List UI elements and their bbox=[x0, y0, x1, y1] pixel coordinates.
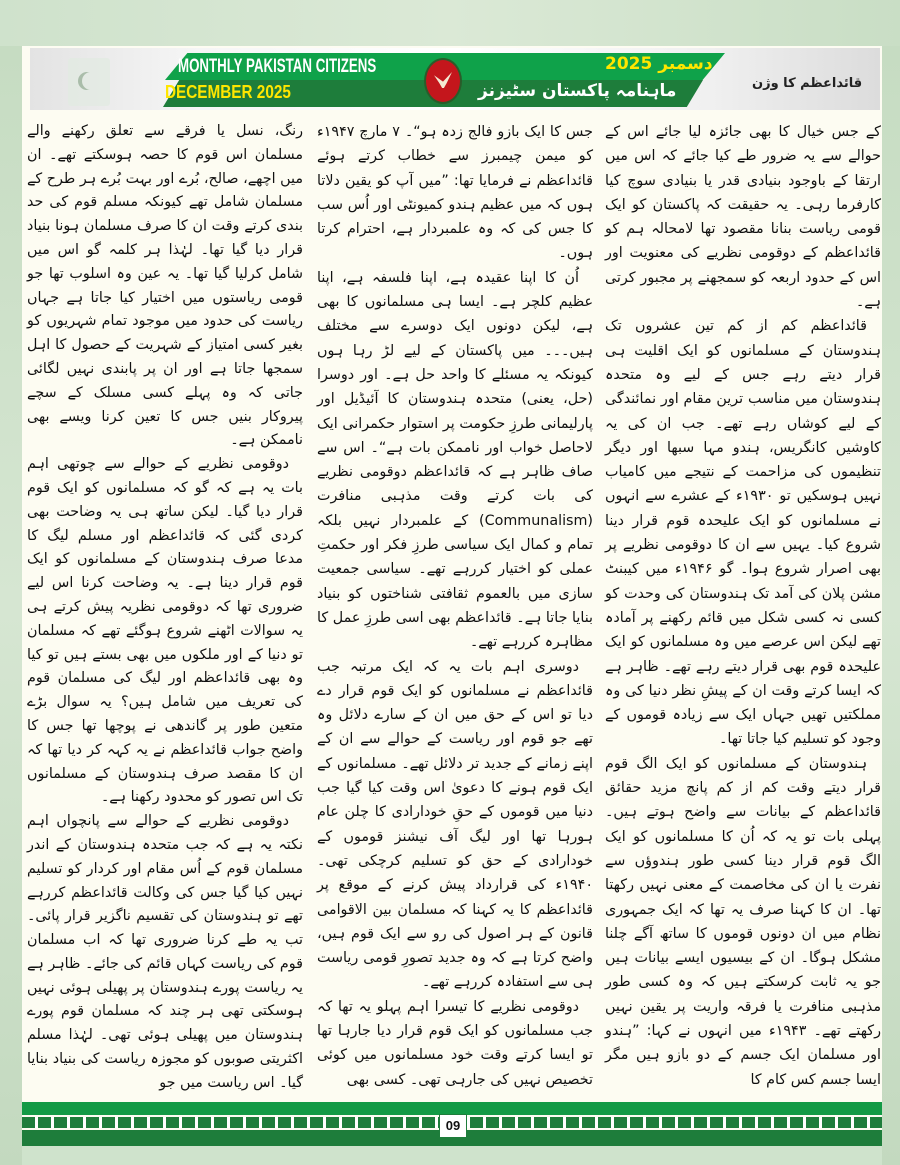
paragraph: کے جس خیال کا بھی جائزہ لیا جائے اس کے حوالے سے یہ ضرور طے کیا جائے کہ اس میں ارتقا کے باوجود بنیادی قدر یا بنیادی سوچ کیا کارفرما رہی۔ یہ حقیقت کہ پاکستان کو ایک قومی ریاست بنانا مقصود تھا لامحالہ ہم کو قائداعظم کے دوقومی نظریے کی معنویت اور اس کے حدود اربعہ کو سمجھنے پر مجبور کرتی ہے۔ bbox=[605, 124, 881, 311]
paragraph: دوقومی نظریے کا تیسرا اہم پہلو یہ تھا کہ جب مسلمانوں کو ایک قوم قرار دیا جارہا تھا تو ایسا کرتے وقت خود مسلمانوں میں کوئی تخصیص نہیں کی جارہی تھی۔ کسی بھی bbox=[317, 998, 593, 1088]
paragraph: ہندوستان کے مسلمانوں کو ایک الگ قوم قرار دیتے وقت کم از کم پانچ مزید حقائق قائداعظم کے بیانات سے واضح ہوتے ہیں۔ پہلی بات تو یہ کہ اُن کا مسلمانوں کو ایک الگ قوم قرار دینا کسی طور ہندوؤں سے نفرت یا ان کی مخاصمت کے معنی نہیں رکھتا تھا۔ ان کا کہنا صرف یہ تھا کہ ایک جمہوری نظام میں ان دونوں قوموں کا ساتھ آگے چلنا مشکل ہوگا۔ ان کے بیسیوں ایسے بیانات ہیں جو یہ ثابت کرسکتے ہیں کہ وہ کسی طور مذہبی منافرت یا فرقہ واریت پر یقین نہیں رکھتے تھے۔ ۱۹۴۳ء میں انہوں نے کہا: ”ہندو اور مسلمان ایک جسم کے دو بازو ہیں مگر ایسا جسم کس کام کا bbox=[605, 755, 882, 1088]
paragraph: دوسری اہم بات یہ کہ ایک مرتبہ جب قائداعظم نے مسلمانوں کو ایک قوم قرار دے دیا تو اس کے حق میں ان کے سارے دلائل وہ تھے جو قوم اور ریاست کے حوالے سے ان کے اپنے زمانے کے جدید تر دلائل تھے۔ مسلمانوں کے ایک قوم ہونے کا دعویٰ اس وقت کیا گیا جب دنیا میں قوموں کے حقِ خودارادی کا چلن عام ہورہا تھا اور لیگ آف نیشنز قوموں کے خودارادی کے حق کو تسلیم کرچکی تھی۔ ۱۹۴۰ء کی قرارداد پیش کرنے کے موقع پر قائداعظم کا یہ کہنا کہ مسلمان بین الاقوامی قانون کے ہر اصول کی رو سے ایک قوم ہیں، واضح کرتا ہے کہ وہ جدید تصورِ قومی ریاست ہی سے استفادہ کررہے تھے۔ bbox=[317, 658, 593, 991]
paragraph: قائداعظم کم از کم تین عشروں تک ہندوستان کے مسلمانوں کو ایک اقلیت ہی قرار دیتے رہے جس کے لیے وہ متحدہ ہندوستان میں مناسب ترین مقام اور نمائندگی کے لیے کوشاں رہے تھے۔ جب ان کی یہ کاوشیں کانگریس، ہندو مہا سبھا اور دیگر تنظیموں کی مزاحمت کے نتیجے میں کامیاب نہیں ہوسکیں تو ۱۹۳۰ء کے عشرے سے انہوں نے مسلمانوں کو ایک علیحدہ قوم قرار دینا شروع کیا۔ یہیں سے ان کا دوقومی نظریے پر بھی اصرار شروع ہوا۔ گو ۱۹۴۶ء میں کیبنٹ مشن پلان کی آمد تک ہندوستان کی وحدت کو کسی نہ کسی شکل میں قائم رکھنے پر آمادہ تھے لیکن اس عرصے میں وہ مسلمانوں کو ایک علیحدہ قوم بھی قرار دیتے رہے تھے۔ ظاہر ہے کہ ایسا کرتے وقت ان کے پیشِ نظر دنیا کی وہ مملکتیں تھیں جہاں ایک سے زیادہ قوموں کے وجود کو تسلیم کیا جاتا تھا۔ bbox=[605, 318, 881, 748]
top-background bbox=[0, 0, 900, 46]
left-border-decoration bbox=[0, 46, 22, 1165]
article-column-3 bbox=[27, 120, 303, 1096]
section-title: قائداعظم کا وژن bbox=[752, 76, 863, 91]
issue-date-ur: دسمبر 2025 bbox=[605, 54, 713, 74]
paragraph: دوقومی نظریے کے حوالے سے چوتھی اہم بات یہ ہے کہ گو کہ مسلمانوں کو ایک قوم قرار دیا گیا۔ لیکن ساتھ ہی یہ وضاحت بھی کردی گئی کہ قائداعظم اور مسلم لیگ کا مدعا صرف ہندوستان کے مسلمانوں کو ایک قوم قرار دینا ہے۔ یہ وضاحت کرنا اس لیے ضروری تھا کہ دوقومی نظریہ پیش کرتے ہی یہ سوالات اٹھنے شروع ہوگئے تھے کہ مسلمان تو دنیا کے اور ملکوں میں بھی بستے ہیں تو کیا وہ بھی قائداعظم اور لیگ کی مسلمان قوم کی تعریف میں شامل ہیں؟ یہ سوال بڑے متعین طور پر گاندھی نے پوچھا تھا جس کا واضح جواب قائداعظم نے یہ کہہ کر دیا تھا کہ ان کا مقصد صرف ہندوستان کے مسلمانوں تک اس تصور کو محدود رکھنا ہے۔ bbox=[27, 456, 303, 806]
page-number: 09 bbox=[439, 1114, 467, 1138]
pakistan-flag-icon bbox=[68, 58, 110, 106]
article-column-1 bbox=[605, 120, 881, 1092]
paragraph: دوقومی نظریے کے حوالے سے پانچواں اہم نکتہ یہ ہے کہ جب متحدہ ہندوستان کے اندر مسلمان قوم کے اُس مقام اور کردار کو تسلیم نہیں کیا گیا جس کی وکالت قائداعظم کررہے تھے تو ہندوستان کی تقسیم ناگزیر قرار پائی۔ تب یہ طے کرنا ضروری تھا کہ اب مسلمان قوم کی ریاست کہاں قائم کی جائے۔ ظاہر ہے یہ ریاست پورے ہندوستان پر پھیلی ہوئی نہیں ہوسکتی تھی ہر چند کہ مسلمان قوم پورے ہندوستان میں پھیلی ہوئی تھی۔ لہٰذا مسلم اکثریتی صوبوں کو مجوزہ ریاست کی بنیاد بنایا گیا۔ اس ریاست میں جو bbox=[27, 813, 303, 1091]
magazine-title-ur: ماہنامہ پاکستان سٹیزنز bbox=[478, 81, 677, 101]
right-border-decoration bbox=[882, 46, 900, 1165]
paragraph: جس کا ایک بازو فالج زدہ ہو“۔ ۷ مارچ ۱۹۴۷ء کو میمن چیمبرز سے خطاب کرتے ہوئے قائداعظم نے فرمایا تھا: ”میں آپ کو یقین دلاتا ہوں کہ میں عظیم ہندو کمیونٹی اور اُس سب کا جس کی کہ وہ علمبردار ہے، احترام کرتا ہوں۔ bbox=[317, 124, 593, 262]
magazine-title-en: MONTHLY PAKISTAN CITIZENS bbox=[178, 56, 377, 77]
paragraph: رنگ، نسل یا فرقے سے تعلق رکھنے والے مسلمان اس قوم کا حصہ ہوسکتے تھے۔ ان میں اچھے، صالح، بُرے اور بہت بُرے ہر طرح کے مسلمان شامل تھے کیونکہ مسلم قوم کی حد بندی کرتے وقت ان کا صرف مسلمان ہونا بنیاد قرار دیا گیا تھا۔ لہٰذا ہر کلمہ گو اس میں شامل کرلیا گیا تھا۔ یہ عین وہ اسلوب تھا جو قومی ریاستوں میں اختیار کیا جاتا ہے جہاں ریاست کی حدود میں موجود تمام شہریوں کو بغیر کسی امتیاز کے شہریت کے حصول کا اہل سمجھا جاتا ہے اور ان پر پابندی نہیں لگائی جاتی کہ وہ پہلے کسی مسلک کے سچے پیروکار بنیں جس کا تعین کرنا ویسے بھی ناممکن ہے۔ bbox=[27, 123, 303, 449]
paragraph: اُن کا اپنا عقیدہ ہے، اپنا فلسفہ ہے، اپنا عظیم کلچر ہے۔ ایسا ہی مسلمانوں کا بھی ہے، لیکن دونوں ایک دوسرے سے مختلف ہیں۔۔۔ میں پاکستان کے لیے لڑ رہا ہوں کیونکہ یہ مسئلے کا واحد حل ہے۔ اور دوسرا (حل، یعنی) متحدہ ہندوستان کا آئیڈیل اور پارلیمانی طرزِ حکومت پر استوار حکمرانی ایک لاحاصل خواب اور ناممکن بات ہے“۔ اس سے صاف ظاہر ہے کہ قائداعظم دوقومی نظریے کی بات کرتے وقت مذہبی منافرت (Communalism) کے علمبردار نہیں بلکہ تمام و کمال ایک سیاسی طرزِ فکر اور حکمتِ عملی کو اختیار کررہے تھے۔ سیاسی جمعیت سازی میں بالعموم ثقافتی شناختوں کو بنیاد بنایا جاتا ہے۔ قائداعظم بھی اسی طرزِ عمل کا مظاہرہ کررہے تھے۔ bbox=[317, 269, 593, 651]
eagle-logo-icon bbox=[424, 58, 462, 104]
article-column-2 bbox=[317, 120, 593, 1092]
issue-date-en: DECEMBER 2025 bbox=[165, 82, 291, 102]
